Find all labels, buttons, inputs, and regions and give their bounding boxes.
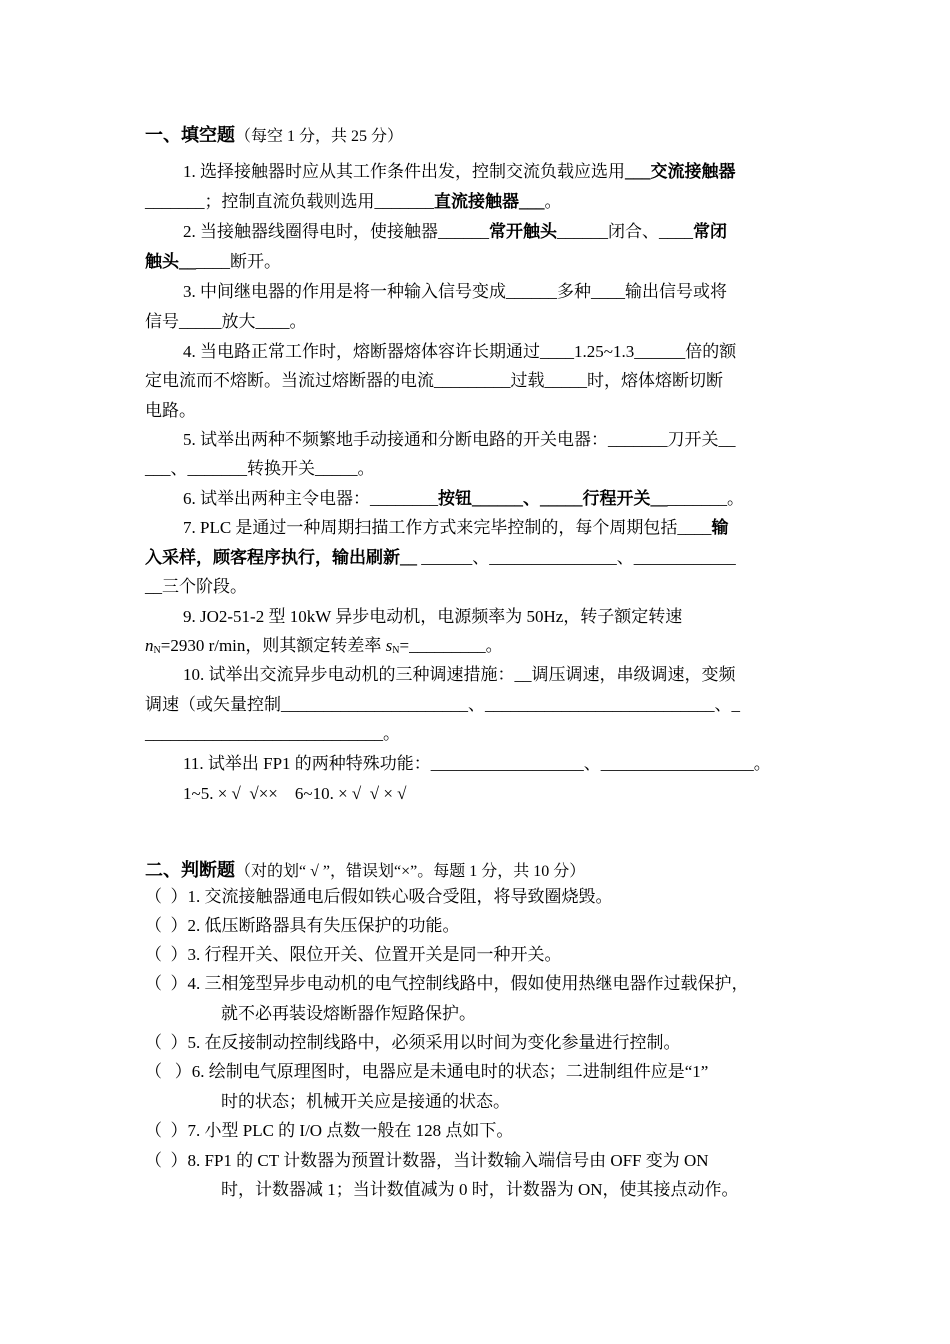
- judge-item-5: （ ）5. 在反接制动控制线路中，必须采用以时间为变化参量进行控制。: [145, 1033, 681, 1052]
- q7-text: 7. PLC 是通过一种周期扫描工作方式来完毕控制的，每个周期包括____: [183, 518, 712, 537]
- question-9-line-1: 9. JO2-51-2 型 10kW 异步电动机，电源频率为 50Hz，转子额定转速: [183, 607, 683, 626]
- question-5-line-1: 5. 试举出两种不频繁地手动接通和分断电路的开关电器：_______刀开关__: [183, 430, 736, 449]
- q9-s-subscript: N: [392, 645, 400, 656]
- question-2-line-1: [183, 221, 727, 243]
- q6-answers: 按钮______、_____行程开关__: [438, 489, 668, 508]
- question-4-line-2: 定电流而不熔断。当流过熔断器的电流_________过载_____时，熔体熔断切断: [145, 371, 723, 390]
- q7-blanks: ______、_______________、____________: [417, 548, 736, 567]
- question-7-line-1: [183, 517, 728, 539]
- judge-item-3: （ ）3. 行程开关、限位开关、位置开关是同一种开关。: [145, 945, 562, 964]
- section1-note: （每空 1 分，共 25 分）: [235, 128, 404, 145]
- section1-heading: [145, 124, 403, 148]
- question-4-line-3: 电路。: [145, 401, 196, 420]
- q9-blank: =_________。: [399, 636, 503, 655]
- judge-item-1: （ ）1. 交流接触器通电后假如铁心吸合受阻，将导致圈烧毁。: [145, 887, 613, 906]
- q2-answer-2: 常闭: [693, 222, 727, 241]
- q1-text: 1. 选择接触器时应从其工作条件出发，控制交流负载应选用: [183, 162, 625, 181]
- question-7-line-2: [145, 547, 736, 569]
- question-1-line-1: [183, 161, 736, 183]
- question-3-line-2: 信号_____放大____。: [145, 312, 307, 331]
- section2-title: 二、判断题: [145, 860, 235, 880]
- question-1-line-2: [145, 191, 562, 213]
- q1-answer-1: ___交流接触器: [625, 162, 736, 181]
- q1-end: 。: [544, 192, 562, 211]
- answer-key: 1~5. × √ √×× 6~10. × √ √ × √: [183, 784, 407, 803]
- judge-item-2: （ ）2. 低压断路器具有失压保护的功能。: [145, 916, 460, 935]
- q6-text: 6. 试举出两种主令电器：________: [183, 489, 438, 508]
- question-11: 11. 试举出 FP1 的两种特殊功能：__________________、__________________。: [183, 754, 771, 773]
- judge-item-8: （ ）8. FP1 的 CT 计数器为预置计数器，当计数输入端信号由 OFF 变为 ON: [145, 1151, 709, 1170]
- q2-end: ____断开。: [196, 252, 281, 271]
- question-6: [183, 488, 744, 510]
- q1-text-2: _______；控制直流负载则选用_______: [145, 192, 434, 211]
- q2-text-2: ______闭合、____: [557, 222, 693, 241]
- question-7-line-3: __三个阶段。: [145, 577, 247, 596]
- section2-heading: [145, 859, 585, 883]
- question-9-line-2: [145, 635, 503, 662]
- question-4-line-1: 4. 当电路正常工作时，熔断器熔体容许长期通过____1.25~1.3______倍的额: [183, 342, 737, 361]
- q7-answer-2: 入采样，顾客程序执行，输出刷新__: [145, 548, 417, 567]
- section2-note: （对的划“ √ ”，错误划“×”。每题 1 分，共 10 分）: [235, 863, 586, 880]
- judge-item-4-cont: 就不必再装设熔断器作短路保护。: [221, 1004, 476, 1023]
- q6-end: _______。: [667, 489, 744, 508]
- question-10-line-1: 10. 试举出交流异步电动机的三种调速措施：__调压调速，串级调速，变频: [183, 665, 736, 684]
- q7-answer-1: 输: [711, 518, 729, 537]
- q9-s-symbol: s: [385, 636, 393, 655]
- q9-n-symbol: n: [145, 636, 154, 655]
- judge-item-4: （ ）4. 三相笼型异步电动机的电气控制线路中，假如使用热继电器作过载保护，: [145, 974, 749, 993]
- question-5-line-2: ___、_______转换开关_____。: [145, 459, 375, 478]
- q2-answer-1: 常开触头: [489, 222, 557, 241]
- q2-text: 2. 当接触器线圈得电时，使接触器______: [183, 222, 489, 241]
- question-3-line-1: 3. 中间继电器的作用是将一种输入信号变成______多种____输出信号或将: [183, 282, 727, 301]
- judge-item-6: （ ）6. 绘制电气原理图时，电器应是未通电时的状态；二进制组件应是“1”: [145, 1062, 709, 1081]
- question-10-line-2: 调速（或矢量控制______________________、___________________________、_: [145, 695, 740, 714]
- q9-n-subscript: N: [153, 645, 161, 656]
- q2-answer-2b: 触头__: [145, 252, 196, 271]
- question-2-line-2: [145, 251, 281, 273]
- section1-title: 一、填空题: [145, 125, 235, 145]
- judge-item-8-cont: 时，计数器减 1；当计数值减为 0 时，计数器为 ON，使其接点动作。: [221, 1180, 739, 1199]
- q1-answer-2: 直流接触器___: [434, 192, 545, 211]
- judge-item-6-cont: 时的状态；机械开关应是接通的状态。: [221, 1092, 510, 1111]
- q9-text: =2930 r/min，则其额定转差率: [160, 636, 386, 655]
- question-10-line-3: ____________________________。: [145, 724, 400, 743]
- judge-item-7: （ ）7. 小型 PLC 的 I/O 点数一般在 128 点如下。: [145, 1121, 514, 1140]
